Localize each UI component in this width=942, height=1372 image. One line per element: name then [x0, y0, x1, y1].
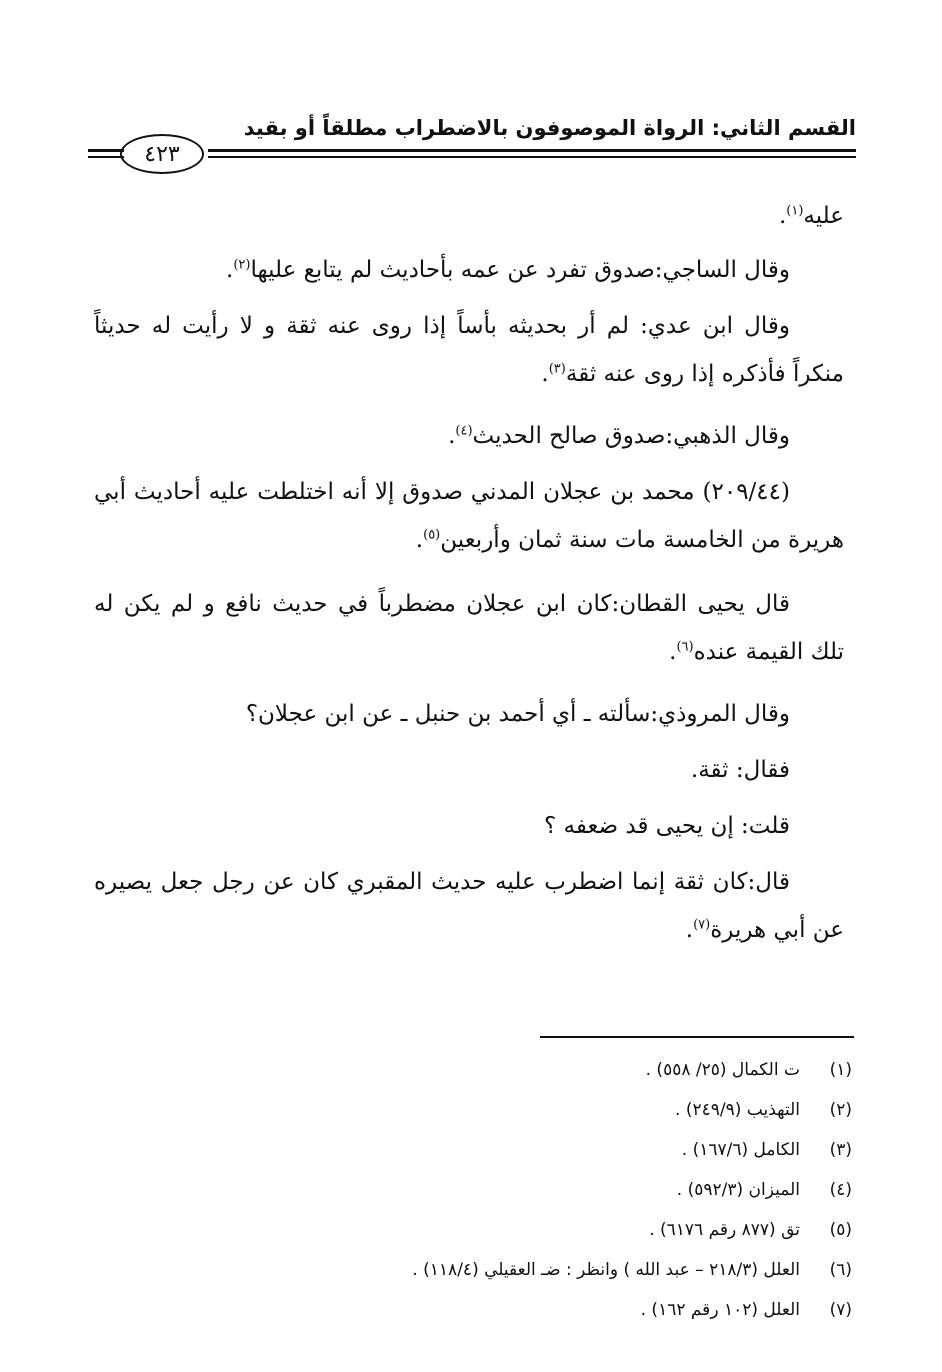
footnote: (٤)الميزان (٥٩٢/٣) . — [676, 1180, 852, 1200]
footnote: (٦)العلل (٢١٨/٣ – عبد الله ) وانظر : ضـ العقيلي (١١٨/٤) . — [412, 1260, 852, 1280]
footnote-ref: (٢) — [233, 257, 251, 273]
footnote-ref: (١) — [786, 203, 804, 219]
paragraph: وقال المروذي:سألته ـ أي أحمد بن حنبل ـ عن ابن عجلان؟ — [245, 701, 790, 727]
section-title: القسم الثاني: الرواة الموصوفون بالاضطراب مطلقاً أو بقيد — [243, 116, 856, 140]
footnote-ref: (٥) — [423, 527, 441, 543]
paragraph: قال:كان ثقة إنما اضطرب عليه حديث المقبري كان عن رجل جعل يصيره عن أبي هريرة$^{(٧)}$. — [94, 869, 844, 943]
paragraph: (٢٠٩/٤٤) محمد بن عجلان المدني صدوق إلا أنه اختلطت عليه أحاديث أبي هريرة من الخامسة مات سنة ثمان وأربعين$^{(٥)}$. — [94, 479, 844, 553]
header-rule — [88, 149, 124, 152]
paragraph: وقال الساجي:صدوق تفرد عن عمه بأحاديث لم يتابع عليها$^{(٢)}$. — [226, 257, 790, 283]
header-rule — [208, 149, 856, 152]
footnote-ref: (٦) — [676, 639, 694, 655]
paragraph: وقال الذهبي:صدوق صالح الحديث$^{(٤)}$. — [448, 423, 790, 449]
footnote: (٣)الكامل (١٦٧/٦) . — [681, 1140, 852, 1160]
footnote-ref: (٤) — [455, 423, 473, 439]
paragraph: فقال: ثقة. — [690, 757, 790, 783]
paragraph: قلت: إن يحيى قد ضعفه ؟ — [543, 813, 790, 839]
footnote: (١)ت الكمال (٢٥/ ٥٥٨) . — [645, 1060, 852, 1080]
header-rule — [88, 156, 124, 158]
footnote-ref: (٣) — [548, 361, 566, 377]
paragraph: قال يحيى القطان:كان ابن عجلان مضطرباً في حديث نافع و لم يكن له تلك القيمة عنده$^{(٦)}$. — [94, 591, 844, 665]
paragraph: عليه$^{(١)}$. — [778, 203, 844, 229]
page-header — [88, 116, 856, 176]
footnote: (٥)تق (٨٧٧ رقم ٦١٧٦) . — [649, 1220, 852, 1240]
footnote: (٢)التهذيب (٢٤٩/٩) . — [675, 1100, 852, 1120]
footnote: (٧)العلل (١٠٢ رقم ١٦٢) . — [640, 1300, 852, 1320]
paragraph: وقال ابن عدي: لم أر بحديثه بأساً إذا روى عنه ثقة و لا رأيت له حديثاً منكراً فأذكره إذا روى عنه ثقة$^{(٣)}$. — [94, 313, 844, 387]
footnote-separator — [540, 1036, 854, 1038]
page-number: ٤٢٣ — [120, 134, 204, 174]
header-rule — [208, 156, 856, 158]
footnote-ref: (٧) — [693, 917, 711, 933]
